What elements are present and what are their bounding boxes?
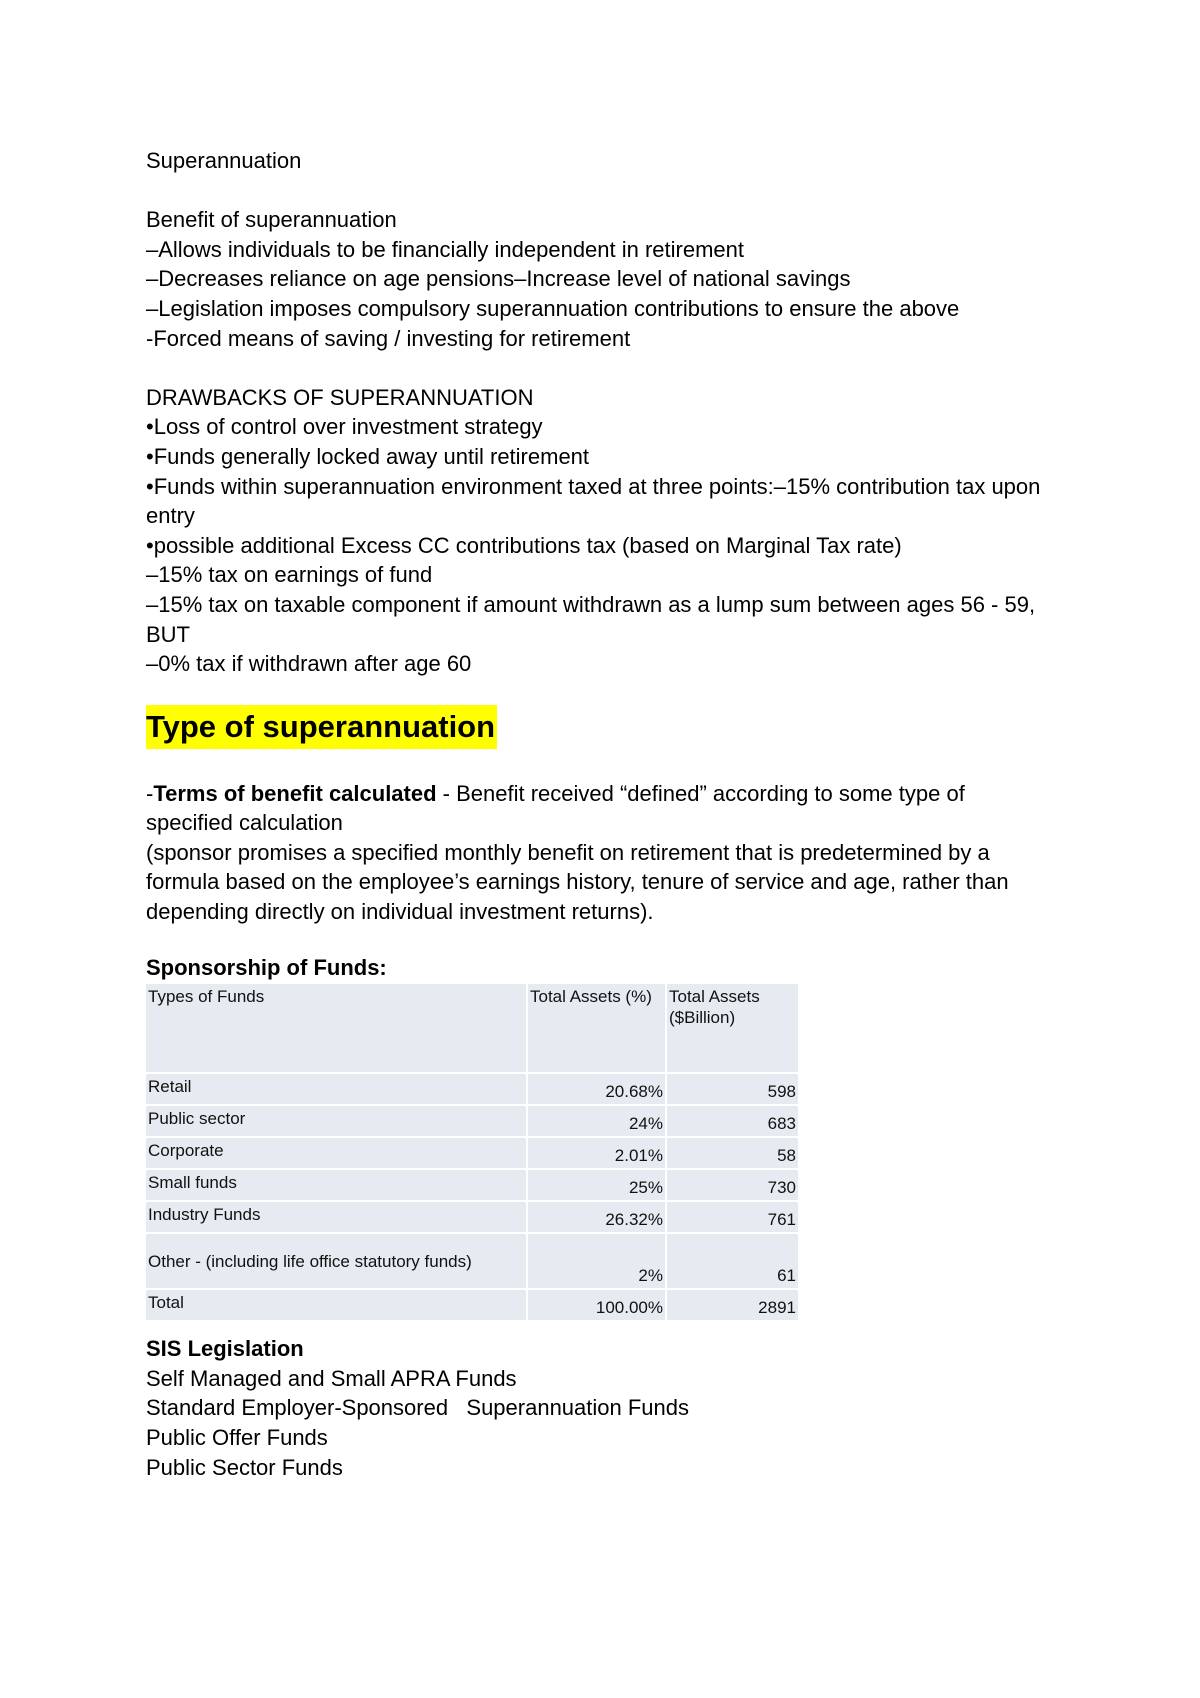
pct-cell: 26.32%: [528, 1202, 665, 1232]
fund-type-cell: Public sector: [146, 1106, 526, 1136]
billion-cell: 61: [667, 1234, 798, 1288]
sponsor-explanation: (sponsor promises a specified monthly benefit on retirement that is predetermined by a formula based on the employee’s earnings history, tenure of service and age, rather than depending directly on individual investment returns).: [146, 839, 1009, 925]
drawback-item: –0% tax if withdrawn after age 60: [146, 651, 472, 677]
billion-cell: 761: [667, 1202, 798, 1232]
table-total-row: [146, 1290, 798, 1320]
table-row: [146, 1138, 798, 1168]
drawback-item: –15% tax on taxable component if amount withdrawn as a lump sum between ages 56 - 59, BUT: [146, 591, 1036, 647]
fund-type-cell: Total: [146, 1290, 526, 1320]
billion-cell: 730: [667, 1170, 798, 1200]
spacer: [146, 176, 1056, 206]
sis-item: Public Sector Funds: [146, 1454, 343, 1480]
types-heading-wrap: [146, 705, 1056, 749]
billion-cell: 683: [667, 1106, 798, 1136]
sponsorship-heading: Sponsorship of Funds:: [146, 954, 387, 980]
drawback-item: •Funds within superannuation environment taxed at three points:–15% contribution tax upon entry: [146, 473, 1041, 529]
table-row: [146, 1234, 798, 1288]
benefit-item: -Forced means of saving / investing for retirement: [146, 325, 631, 351]
pct-cell: 24%: [528, 1106, 665, 1136]
table-row: [146, 1074, 798, 1104]
pct-cell: 2.01%: [528, 1138, 665, 1168]
document-title: Superannuation: [146, 148, 302, 173]
sis-item: Public Offer Funds: [146, 1425, 328, 1451]
table-header-row: [146, 984, 798, 1072]
column-header: Total Assets (%): [528, 984, 665, 1072]
pct-cell: 2%: [528, 1234, 665, 1288]
sis-heading: SIS Legislation: [146, 1336, 304, 1362]
billion-cell: 598: [667, 1074, 798, 1104]
column-header: Total Assets ($Billion): [667, 984, 798, 1072]
terms-prefix: -: [146, 780, 154, 806]
sis-item: Self Managed and Small APRA Funds: [146, 1365, 517, 1391]
benefit-item: –Decreases reliance on age pensions–Increase level of national savings: [146, 266, 851, 292]
drawback-item: •possible additional Excess CC contributions tax (based on Marginal Tax rate): [146, 532, 902, 558]
table-row: [146, 1202, 798, 1232]
types-heading: Type of superannuation: [146, 705, 497, 749]
column-header: Types of Funds: [146, 984, 526, 1072]
fund-type-cell: Small funds: [146, 1170, 526, 1200]
drawback-item: •Loss of control over investment strategy: [146, 414, 543, 440]
sis-section: [146, 1334, 1056, 1482]
terms-bold-lead: Terms of benefit calculated: [153, 780, 437, 806]
pct-cell: 100.00%: [528, 1290, 665, 1320]
terms-paragraph: [146, 779, 1056, 838]
fund-type-cell: Other - (including life office statutory funds): [146, 1234, 526, 1288]
fund-type-cell: Retail: [146, 1074, 526, 1104]
drawback-item: •Funds generally locked away until retirement: [146, 443, 590, 469]
benefit-item: –Legislation imposes compulsory superannuation contributions to ensure the above: [146, 295, 960, 321]
terms-lead-rest: - Benefit received “defined” according to some type of specified calculation: [146, 780, 965, 836]
sis-item: Standard Employer-Sponsored Superannuation Funds: [146, 1395, 690, 1421]
document-page: [146, 146, 1056, 1482]
drawbacks-heading: DRAWBACKS OF SUPERANNUATION: [146, 384, 534, 410]
fund-type-cell: Corporate: [146, 1138, 526, 1168]
billion-cell: 58: [667, 1138, 798, 1168]
funds-table: [144, 982, 800, 1322]
benefit-item: –Allows individuals to be financially independent in retirement: [146, 236, 745, 262]
table-row: [146, 1170, 798, 1200]
benefit-heading: Benefit of superannuation: [146, 207, 397, 233]
fund-type-cell: Industry Funds: [146, 1202, 526, 1232]
table-row: [146, 1106, 798, 1136]
billion-cell: 2891: [667, 1290, 798, 1320]
pct-cell: 20.68%: [528, 1074, 665, 1104]
drawback-item: –15% tax on earnings of fund: [146, 562, 433, 588]
pct-cell: 25%: [528, 1170, 665, 1200]
spacer: [146, 353, 1056, 383]
